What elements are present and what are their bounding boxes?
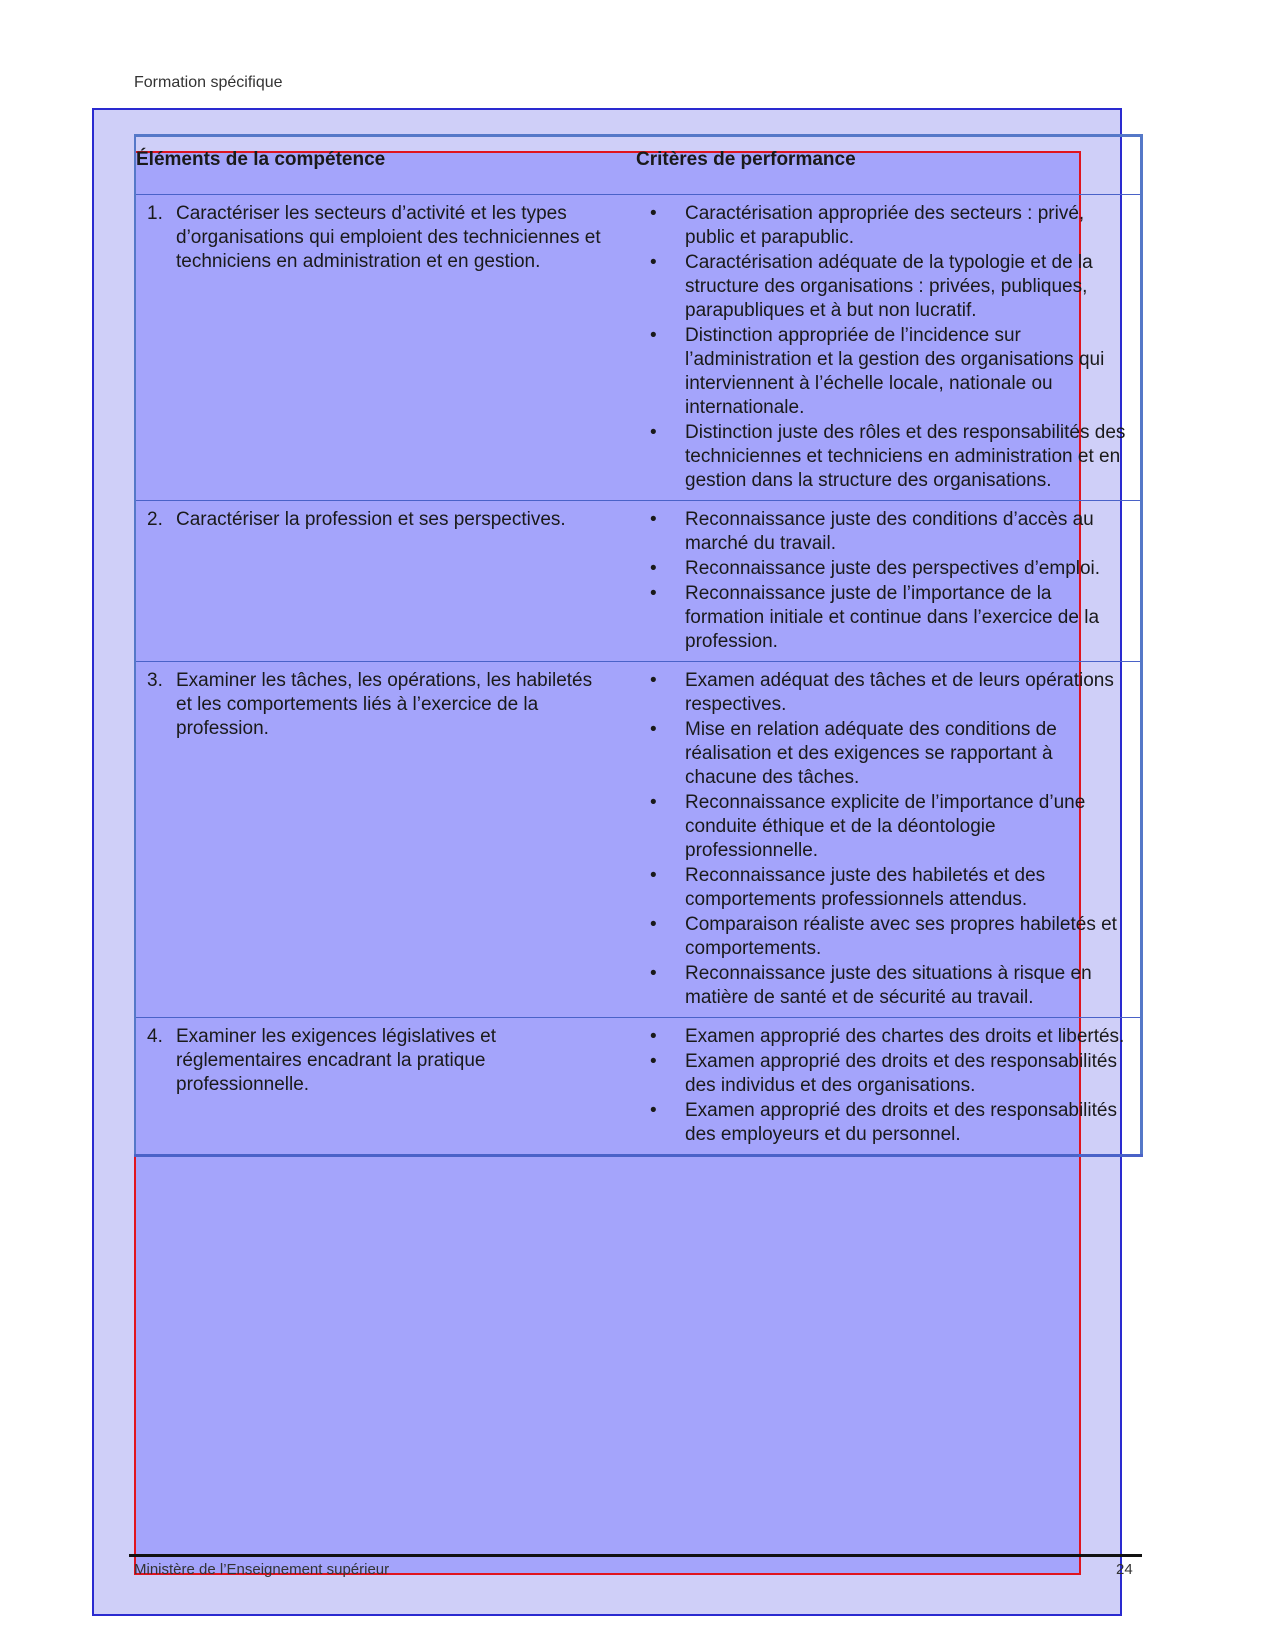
list-item — [648, 421, 1128, 493]
bullet-icon: • — [650, 914, 657, 935]
criterion-text: Examen adéquat des tâches et de leurs opérations respectives. — [685, 670, 1114, 715]
list-item — [648, 718, 1128, 790]
criterion-text: Reconnaissance juste des perspectives d’emploi. — [685, 558, 1101, 579]
element-number: 2. — [147, 509, 163, 530]
list-item — [648, 1025, 1128, 1049]
table-row — [135, 195, 1141, 501]
criterion-text: Distinction juste des rôles et des responsabilités des techniciennes et techniciens en administration et en gestion dans la structure des organisations. — [685, 422, 1126, 491]
element-cell — [135, 662, 636, 1018]
bullet-icon: • — [650, 792, 657, 813]
elements-column-header: Éléments de la compétence — [136, 149, 386, 170]
element-text: Examiner les tâches, les opérations, les habiletés et les comportements liés à l’exercice de la profession. — [176, 670, 593, 739]
bullet-icon: • — [650, 203, 657, 224]
table-body — [135, 195, 1141, 1156]
criterion-text: Examen approprié des chartes des droits et libertés. — [685, 1026, 1125, 1047]
element-number: 1. — [147, 203, 163, 224]
element-number: 3. — [147, 670, 163, 691]
list-item — [648, 669, 1128, 717]
criteria-cell — [636, 662, 1141, 1018]
element-cell — [135, 1018, 636, 1156]
page-number: 24 — [1116, 1561, 1133, 1578]
competence-element — [136, 669, 636, 741]
criterion-text: Reconnaissance juste des conditions d’accès au marché du travail. — [685, 509, 1094, 554]
criteria-list — [636, 202, 1140, 493]
bullet-icon: • — [650, 558, 657, 579]
criteria-cell — [636, 195, 1141, 501]
running-header: Formation spécifique — [134, 74, 283, 91]
bullet-icon: • — [650, 325, 657, 346]
list-item — [648, 202, 1128, 250]
criteria-column-header: Critères de performance — [636, 149, 856, 170]
criteria-list — [636, 1025, 1140, 1147]
list-item — [648, 324, 1128, 420]
bullet-icon: • — [650, 963, 657, 984]
table-row — [135, 1018, 1141, 1156]
bullet-icon: • — [650, 1100, 657, 1121]
table-header-row — [135, 136, 1141, 195]
criteria-cell — [636, 1018, 1141, 1156]
bullet-icon: • — [650, 583, 657, 604]
element-text: Caractériser les secteurs d’activité et les types d’organisations qui emploient des techniciennes et techniciens en administration et en gestion. — [176, 203, 601, 272]
criterion-text: Caractérisation adéquate de la typologie et de la structure des organisations : privées, publiques, parapubliques et à but non lucratif. — [685, 252, 1093, 321]
criterion-text: Caractérisation appropriée des secteurs : privé, public et parapublic. — [685, 203, 1085, 248]
list-item — [648, 864, 1128, 912]
list-item — [648, 557, 1128, 581]
criteria-cell — [636, 501, 1141, 662]
criterion-text: Examen approprié des droits et des responsabilités des employeurs et du personnel. — [685, 1100, 1117, 1145]
list-item — [648, 962, 1128, 1010]
element-number: 4. — [147, 1026, 163, 1047]
bullet-icon: • — [650, 252, 657, 273]
footer-ministry: Ministère de l’Enseignement supérieur — [134, 1561, 390, 1578]
competence-element — [136, 202, 636, 274]
criteria-list — [636, 669, 1140, 1010]
table-row — [135, 501, 1141, 662]
competence-table — [134, 134, 1143, 1157]
criterion-text: Reconnaissance explicite de l’importance d’une conduite éthique et de la déontologie professionnelle. — [685, 792, 1086, 861]
element-text: Caractériser la profession et ses perspectives. — [176, 509, 566, 530]
element-cell — [135, 501, 636, 662]
competence-element — [136, 508, 636, 532]
criterion-text: Comparaison réaliste avec ses propres habiletés et comportements. — [685, 914, 1117, 959]
criteria-list — [636, 508, 1140, 654]
footer-rule — [129, 1554, 1142, 1557]
element-text: Examiner les exigences législatives et réglementaires encadrant la pratique professionnelle. — [176, 1026, 496, 1095]
criterion-text: Reconnaissance juste des habiletés et des comportements professionnels attendus. — [685, 865, 1046, 910]
criterion-text: Reconnaissance juste des situations à risque en matière de santé et de sécurité au travail. — [685, 963, 1092, 1008]
bullet-icon: • — [650, 670, 657, 691]
criterion-text: Mise en relation adéquate des conditions de réalisation et des exigences se rapportant à chacune des tâches. — [685, 719, 1057, 788]
list-item — [648, 508, 1128, 556]
element-cell — [135, 195, 636, 501]
bullet-icon: • — [650, 509, 657, 530]
bullet-icon: • — [650, 719, 657, 740]
list-item — [648, 1050, 1128, 1098]
list-item — [648, 1099, 1128, 1147]
list-item — [648, 913, 1128, 961]
list-item — [648, 582, 1128, 654]
bullet-icon: • — [650, 1026, 657, 1047]
bullet-icon: • — [650, 865, 657, 886]
criterion-text: Reconnaissance juste de l’importance de la formation initiale et continue dans l’exercice de la profession. — [685, 583, 1100, 652]
table-row — [135, 662, 1141, 1018]
competence-element — [136, 1025, 636, 1097]
list-item — [648, 791, 1128, 863]
criterion-text: Examen approprié des droits et des responsabilités des individus et des organisations. — [685, 1051, 1117, 1096]
criterion-text: Distinction appropriée de l’incidence sur l’administration et la gestion des organisations qui interviennent à l’échelle locale, nationale ou internationale. — [685, 325, 1105, 418]
list-item — [648, 251, 1128, 323]
bullet-icon: • — [650, 1051, 657, 1072]
bullet-icon: • — [650, 422, 657, 443]
